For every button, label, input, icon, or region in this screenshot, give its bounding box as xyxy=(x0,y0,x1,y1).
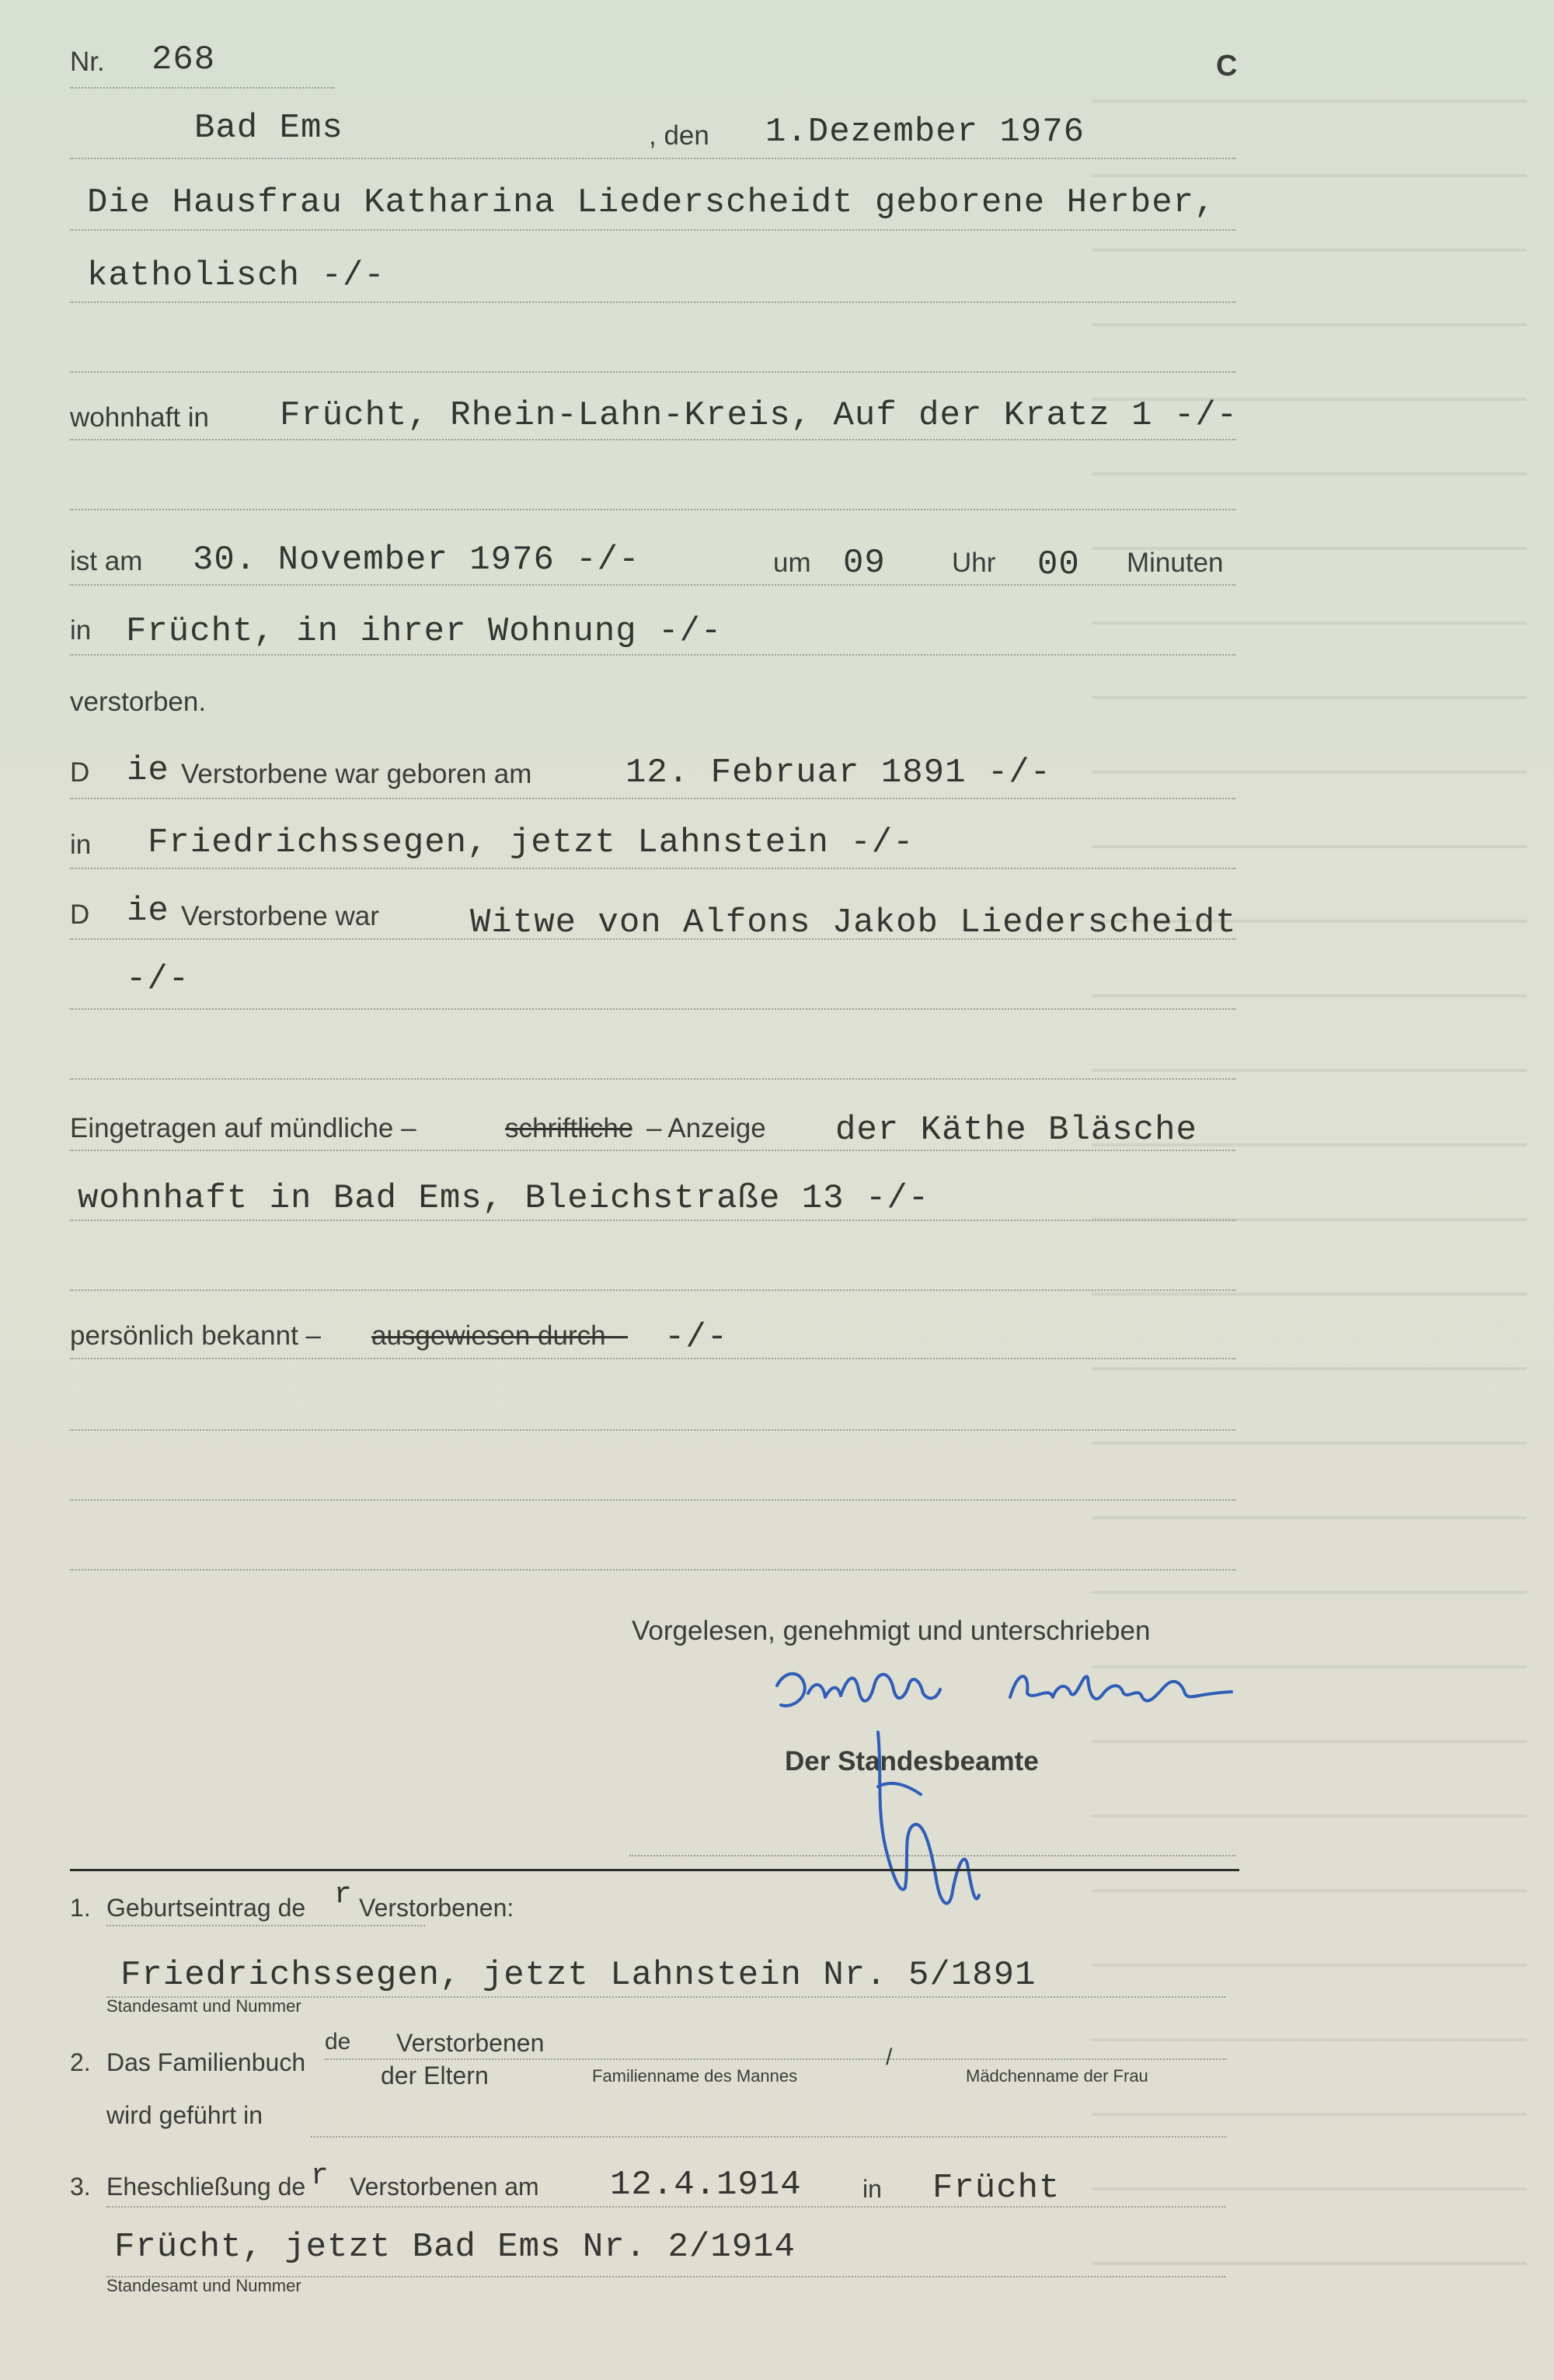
birth-place-rule xyxy=(70,868,1235,869)
blank-line-2 xyxy=(70,509,1235,510)
note-2-number: 2. xyxy=(70,2048,91,2076)
uhr-label: Uhr xyxy=(952,548,996,578)
note-1-value: Friedrichssegen, jetzt Lahnstein Nr. 5/1891 xyxy=(120,1956,1037,1995)
form-letter: C xyxy=(1216,50,1238,82)
death-place-rule xyxy=(70,654,1235,656)
nr-value: 268 xyxy=(152,40,216,79)
note-2-label-2: wird geführt in xyxy=(106,2101,263,2129)
separator-rule xyxy=(70,1869,1239,1871)
entry-rule-2 xyxy=(70,1220,1235,1221)
note-1-sup: r xyxy=(334,1878,353,1912)
entry-label-a: Eingetragen auf mündliche – xyxy=(70,1113,416,1143)
death-place-value: Frücht, in ihrer Wohnung -/- xyxy=(126,612,723,651)
birth-date-value: 12. Februar 1891 -/- xyxy=(625,753,1052,792)
blank-line-4 xyxy=(70,1289,1235,1291)
status-rule xyxy=(70,938,1235,940)
status-rule-2 xyxy=(70,1008,1235,1010)
um-label: um xyxy=(773,548,811,578)
birth-d-label: D xyxy=(70,757,90,788)
death-date-rule xyxy=(70,584,1235,586)
note-2-option-bottom: der Eltern xyxy=(381,2062,489,2089)
birth-place-label: in xyxy=(70,830,92,860)
note-3-sup: r xyxy=(311,2159,329,2193)
blank-line xyxy=(70,371,1235,373)
note-3-label: Eheschließung de xyxy=(106,2173,306,2201)
note-2-label: Das Familienbuch xyxy=(106,2048,306,2076)
birth-date-rule xyxy=(70,798,1235,799)
note-1-number: 1. xyxy=(70,1894,91,1922)
note-3-date: 12.4.1914 xyxy=(610,2166,802,2204)
known-value: -/- xyxy=(664,1318,729,1357)
signature-frucht-stroke xyxy=(777,1674,940,1706)
status-d-label: D xyxy=(70,899,90,930)
status-label: Verstorbene war xyxy=(181,901,379,931)
note-3-label-2: Verstorbenen am xyxy=(350,2173,539,2201)
entry-strikethrough xyxy=(505,1128,631,1130)
entry-value-2: wohnhaft in Bad Ems, Bleichstraße 13 -/- xyxy=(78,1179,930,1218)
residence-label: wohnhaft in xyxy=(70,402,210,433)
signature-blaesche-stroke xyxy=(1010,1676,1232,1700)
status-ie: ie xyxy=(127,892,169,931)
note-1-caption: Standesamt und Nummer xyxy=(106,1996,301,2016)
entry-value: der Käthe Bläsche xyxy=(835,1111,1197,1150)
header-line xyxy=(70,158,1235,159)
note-2-rule-2 xyxy=(311,2136,1226,2138)
entry-rule xyxy=(70,1150,1235,1151)
note-3-caption: Standesamt und Nummer xyxy=(106,2276,301,2295)
person-line-1-rule xyxy=(70,229,1235,231)
show-through-bleed xyxy=(1092,31,1527,2284)
blank-line-6 xyxy=(70,1499,1235,1501)
note-2-de: de xyxy=(325,2029,351,2055)
known-label-strike: ausgewiesen durch xyxy=(371,1320,606,1351)
registrar-signature-line xyxy=(629,1855,1235,1856)
note-3-rule xyxy=(106,2206,1225,2208)
note-2-option-top: Verstorbenen xyxy=(396,2029,545,2057)
place-value: Bad Ems xyxy=(194,109,343,148)
birth-ie: ie xyxy=(127,751,169,790)
minute-value: 00 xyxy=(1037,545,1080,584)
nr-line xyxy=(70,87,334,89)
blank-line-3 xyxy=(70,1078,1235,1080)
note-2-caption-husband: Familienname des Mannes xyxy=(592,2066,798,2086)
nr-label: Nr. xyxy=(70,47,105,77)
death-date-value: 30. November 1976 -/- xyxy=(193,541,640,579)
note-3-place: Frücht xyxy=(932,2169,1061,2208)
person-line-1: Die Hausfrau Katharina Liederscheidt geborene Herber, xyxy=(87,183,1216,222)
blank-line-5 xyxy=(70,1429,1235,1431)
person-line-2: katholisch -/- xyxy=(87,256,385,295)
death-date-label: ist am xyxy=(70,546,143,576)
birth-label: Verstorbene war geboren am xyxy=(181,759,532,789)
known-rule xyxy=(70,1358,1235,1359)
verstorben-label: verstorben. xyxy=(70,687,207,717)
hour-value: 09 xyxy=(843,544,886,583)
note-1-label-2: Verstorbenen: xyxy=(359,1894,514,1922)
note-2-rule xyxy=(325,2058,1226,2060)
note-3-in-label: in xyxy=(862,2175,882,2203)
entry-label-strike: schriftliche xyxy=(505,1113,634,1143)
note-3-number: 3. xyxy=(70,2173,91,2201)
birth-place-value: Friedrichssegen, jetzt Lahnstein -/- xyxy=(148,823,915,862)
note-2-slash: / xyxy=(886,2044,893,2070)
minuten-label: Minuten xyxy=(1127,548,1224,578)
residence-rule xyxy=(70,439,1235,440)
note-2-caption-wife: Mädchenname der Frau xyxy=(966,2066,1148,2086)
person-line-2-rule xyxy=(70,301,1235,303)
read-approved-label: Vorgelesen, genehmigt und unterschrieben xyxy=(632,1616,1151,1646)
note-3-value: Frücht, jetzt Bad Ems Nr. 2/1914 xyxy=(114,2228,796,2267)
registrar-label: Der Standesbeamte xyxy=(785,1746,1039,1776)
death-place-label: in xyxy=(70,615,92,645)
status-value-2: -/- xyxy=(126,960,190,999)
note-1-label-rule xyxy=(106,1925,425,1926)
known-strikethrough xyxy=(371,1336,628,1338)
note-1-label: Geburtseintrag de xyxy=(106,1894,306,1922)
known-label-a: persönlich bekannt – xyxy=(70,1320,321,1351)
date-value: 1.Dezember 1976 xyxy=(765,113,1085,151)
den-label: , den xyxy=(649,120,709,151)
blank-line-7 xyxy=(70,1569,1235,1571)
residence-value: Frücht, Rhein-Lahn-Kreis, Auf der Kratz 1 -/- xyxy=(280,396,1239,435)
entry-label-c: – Anzeige xyxy=(646,1113,766,1143)
status-value: Witwe von Alfons Jakob Liederscheidt xyxy=(470,903,1237,942)
